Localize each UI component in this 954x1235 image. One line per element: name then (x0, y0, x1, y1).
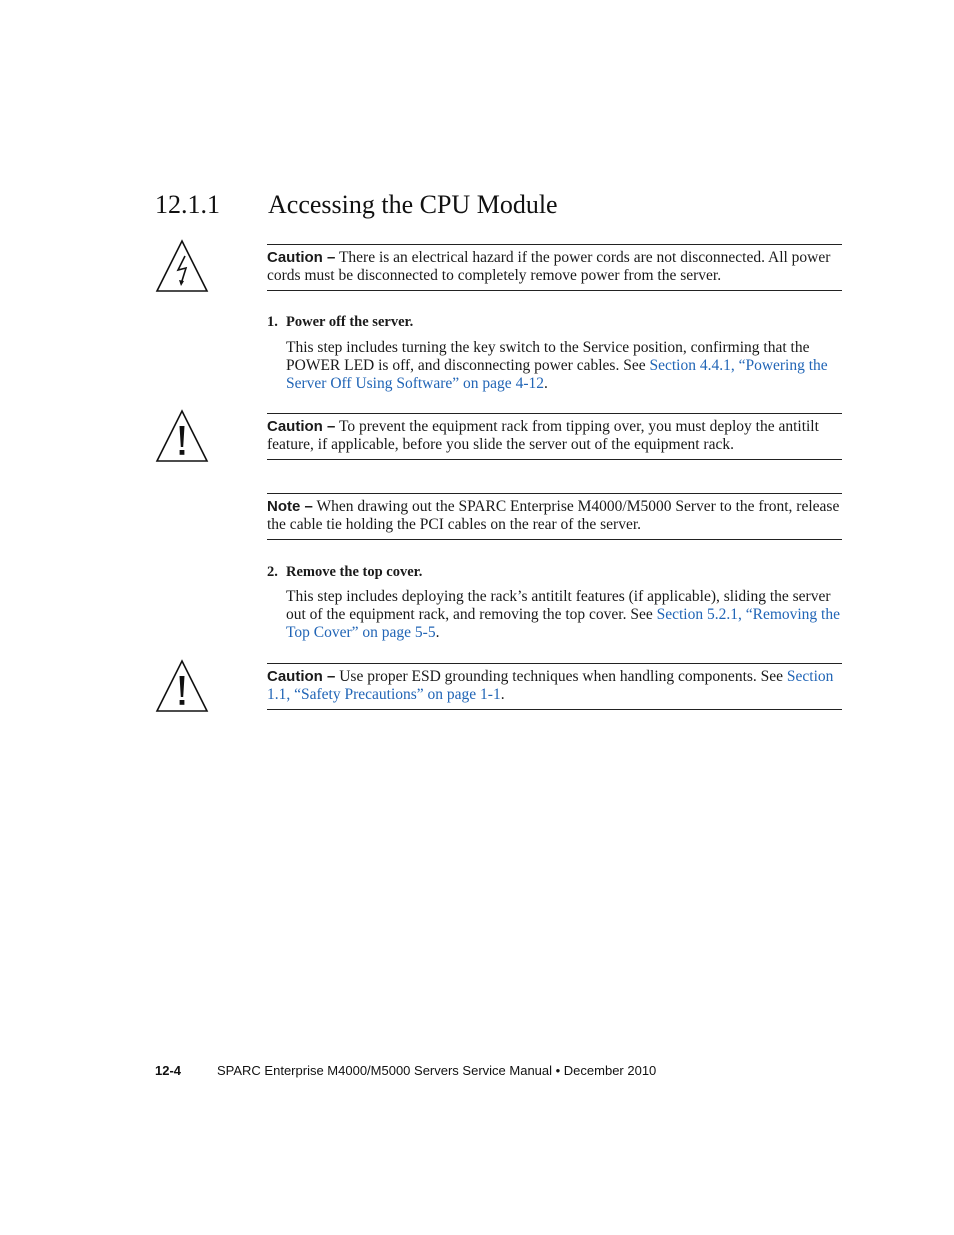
section-link-5-2-1[interactable]: Section 5.2.1, “Removing the Top Cover” on page 5-5 (286, 606, 840, 641)
section-number: 12.1.1 (155, 190, 220, 219)
caution-text: There is an electrical hazard if the power cords are not disconnected. All power cords must be disconnected to completely remove power from the server. (267, 249, 831, 284)
caution-rack-tipping (267, 413, 842, 460)
caution-tail: . (500, 686, 505, 703)
step-body-text: This step includes deploying the rack’s antitilt features (if applicable), sliding the server out of the equipment rack, and removing the top cover. See (286, 588, 831, 623)
section-link-4-4-1[interactable]: Section 4.4.1, “Powering the Server Off Using Software” on page 4-12 (286, 357, 828, 392)
caution-text: Use proper ESD grounding techniques when handling components. See (335, 668, 787, 685)
step-body-tail: . (543, 375, 548, 392)
note-text: When drawing out the SPARC Enterprise M4000/M5000 Server to the front, release the cable tie holding the PCI cables on the rear of the server. (267, 498, 840, 533)
step-1-title (267, 314, 413, 331)
note-cable-tie (267, 493, 842, 540)
electrical-hazard-icon (155, 239, 209, 293)
caution-esd (267, 663, 842, 710)
caution-label: Caution – (267, 249, 336, 266)
step-body-text: This step includes turning the key switch to the Service position, confirming that the POWER LED is off, and disconnecting power cables. See (286, 339, 810, 374)
caution-text: To prevent the equipment rack from tipping over, you must deploy the antitilt feature, if applicable, before you slide the server out of the equipment rack. (267, 418, 819, 453)
section-link-1-1[interactable]: Section 1.1, “Safety Precautions” on page 1-1 (267, 668, 834, 703)
caution-label: Caution – (267, 418, 336, 435)
caution-label: Caution – (267, 668, 336, 685)
caution-exclamation-icon (155, 409, 209, 463)
caution-electrical (267, 244, 842, 291)
step-1-body (286, 339, 842, 393)
step-body-tail: . (435, 624, 440, 641)
step-number: 1. (267, 314, 278, 330)
note-label: Note – (267, 498, 313, 515)
section-title: Accessing the CPU Module (268, 190, 558, 219)
step-title-text: Remove the top cover. (286, 564, 423, 580)
footer-title: SPARC Enterprise M4000/M5000 Servers Service Manual • December 2010 (217, 1063, 657, 1078)
step-2-body (286, 588, 842, 642)
step-2-title (267, 564, 422, 581)
step-title-text: Power off the server. (286, 314, 414, 330)
caution-exclamation-icon (155, 659, 209, 713)
step-number: 2. (267, 564, 278, 580)
page-number: 12-4 (155, 1063, 182, 1078)
